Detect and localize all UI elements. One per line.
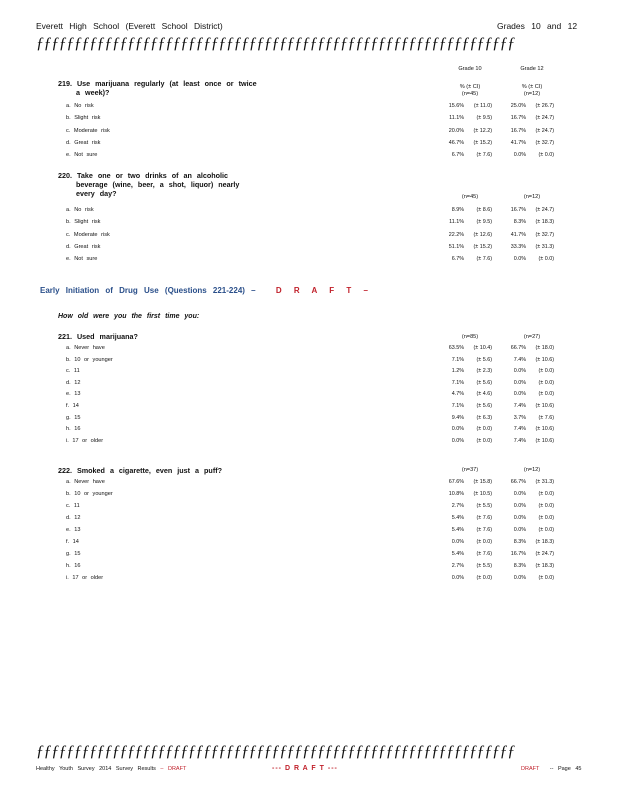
grade10-ci: (± 15.2) — [473, 243, 492, 250]
section-title — [40, 286, 371, 295]
grade10-percent: 22.2% — [448, 231, 464, 238]
option-label: e. Not sure — [66, 152, 98, 159]
grade10-percent: 15.6% — [448, 103, 464, 109]
n-label-12: (n=27) — [523, 334, 541, 340]
grade10-ci: (± 12.6) — [473, 231, 492, 238]
grade12-percent: 0.0% — [513, 368, 526, 375]
grade12-percent: 25.0% — [510, 103, 526, 109]
grade12-ci: (± 18.3) — [535, 219, 554, 226]
option-label: f. 14 — [66, 539, 79, 545]
grade12-ci: (± 0.0) — [538, 379, 554, 386]
grade12-ci: (± 0.0) — [538, 256, 554, 263]
grade12-percent: 0.0% — [513, 391, 526, 398]
grade12-ci: (± 0.0) — [538, 503, 554, 509]
grade10-percent: 0.0% — [451, 539, 464, 545]
grade10-percent: 46.7% — [448, 139, 464, 146]
grade12-ci: (± 10.6) — [535, 356, 554, 363]
option-label: h. 16 — [66, 426, 81, 433]
option-label: e. Not sure — [66, 256, 98, 263]
grade12-ci: (± 31.3) — [535, 479, 554, 485]
grade12-ci: (± 18.3) — [535, 539, 554, 545]
grade10-percent: 5.4% — [451, 551, 464, 557]
option-label: i. 17 or older — [66, 437, 104, 444]
option-label: c. Moderate risk — [66, 127, 110, 134]
grade10-percent: 10.8% — [448, 491, 464, 497]
grade12-ci: (± 18.0) — [535, 345, 554, 351]
grade12-ci: (± 24.7) — [535, 115, 554, 122]
option-label: d. 12 — [66, 515, 81, 521]
option-label: i. 17 or older — [66, 575, 104, 581]
grade10-ci: (± 7.6) — [476, 515, 492, 521]
grade10-ci: (± 8.6) — [476, 207, 492, 213]
grade10-percent: 11.1% — [449, 219, 464, 226]
grade10-percent: 4.7% — [451, 391, 464, 398]
option-label: d. 12 — [66, 379, 81, 386]
grade12-percent: 7.4% — [513, 356, 526, 363]
grade12-percent: 3.7% — [513, 414, 526, 421]
grade12-ci: (± 0.0) — [538, 152, 554, 159]
grade12-percent: 66.7% — [510, 345, 526, 351]
grade10-ci: (± 5.6) — [476, 379, 492, 386]
n-label-12: (n=12) — [523, 194, 541, 200]
grade12-ci: (± 31.3) — [535, 243, 554, 250]
option-label: h. 16 — [66, 563, 81, 569]
option-label: c. 11 — [66, 368, 80, 375]
grade12-ci: (± 32.7) — [535, 139, 554, 146]
grade10-ci: (± 9.5) — [476, 115, 492, 122]
grade12-percent: 41.7% — [510, 139, 526, 146]
grade10-ci: (± 5.5) — [476, 503, 492, 509]
grade10-ci: (± 6.3) — [476, 414, 492, 421]
section-title-text: Early Initiation of Drug Use (Questions 221-224) – — [40, 286, 256, 295]
option-label: e. 13 — [66, 527, 81, 533]
grade10-percent: 7.1% — [451, 379, 464, 386]
n-label-12: (n=12) — [523, 91, 541, 97]
grade10-ci: (± 5.6) — [476, 356, 492, 363]
option-label: c. Moderate risk — [66, 231, 110, 238]
report-header-school: Everett High School (Everett School District) — [36, 21, 223, 31]
option-label: b. Slight risk — [66, 219, 101, 226]
grade12-ci: (± 10.6) — [535, 437, 554, 444]
n-label-10: (n=45) — [461, 91, 479, 97]
grade12-ci: (± 24.7) — [535, 127, 554, 134]
header-rule: ƒƒƒƒƒƒƒƒƒƒƒƒƒƒƒƒƒƒƒƒƒƒƒƒƒƒƒƒƒƒƒƒƒƒƒƒƒƒƒƒƒƒƒƒƒƒƒƒƒƒƒƒƒƒƒƒƒƒƒƒƒƒƒ — [36, 35, 515, 52]
option-label: d. Great risk — [66, 243, 101, 250]
grade12-percent: 0.0% — [513, 515, 526, 521]
grade10-ci: (± 7.6) — [476, 551, 492, 557]
option-label: a. No risk — [66, 207, 94, 213]
grade10-percent: 0.0% — [451, 437, 464, 444]
option-label: a. Never have — [66, 345, 105, 351]
grade10-percent: 6.7% — [451, 256, 464, 263]
question-220-title-cont: beverage (wine, beer, a shot, liquor) nearly — [76, 180, 240, 189]
grade12-ci: (± 10.6) — [535, 403, 554, 409]
grade10-ci: (± 0.0) — [476, 437, 492, 444]
grade10-percent: 5.4% — [451, 527, 464, 533]
grade10-percent: 0.0% — [451, 575, 464, 581]
option-label: a. Never have — [66, 479, 105, 485]
grade12-percent: 16.7% — [510, 551, 526, 557]
grade12-percent: 8.3% — [513, 563, 526, 569]
grade10-percent: 8.9% — [451, 207, 464, 213]
grade10-ci: (± 5.6) — [476, 403, 492, 409]
grade12-ci: (± 0.0) — [538, 391, 554, 398]
grade10-percent: 6.7% — [451, 152, 464, 159]
grade10-percent: 11.1% — [449, 115, 464, 122]
grade12-percent: 8.3% — [513, 219, 526, 226]
grade12-ci: (± 24.7) — [535, 207, 554, 213]
footer-survey-name: Healthy Youth Survey 2014 Survey Results — [36, 766, 156, 772]
grade12-ci: (± 0.0) — [538, 491, 554, 497]
grade12-ci: (± 0.0) — [538, 368, 554, 375]
grade10-percent: 2.7% — [451, 563, 464, 569]
grade12-ci: (± 24.7) — [535, 551, 554, 557]
grade12-ci: (± 10.6) — [535, 426, 554, 433]
option-label: f. 14 — [66, 403, 79, 409]
grade12-ci: (± 0.0) — [538, 527, 554, 533]
option-label: g. 15 — [66, 551, 81, 557]
grade12-percent: 7.4% — [513, 426, 526, 433]
grade10-percent: 9.4% — [451, 414, 464, 421]
question-221-title: 221. Used marijuana? — [58, 332, 138, 341]
grade10-percent: 20.0% — [448, 127, 464, 134]
grade12-percent: 8.3% — [513, 539, 526, 545]
grade12-ci: (± 7.6) — [538, 414, 554, 421]
question-222-title: 222. Smoked a cigarette, even just a puff? — [58, 466, 222, 475]
grade10-ci: (± 15.8) — [473, 479, 492, 485]
option-label: d. Great risk — [66, 139, 101, 146]
grade10-ci: (± 5.5) — [476, 563, 492, 569]
option-label: b. 10 or younger — [66, 356, 113, 363]
grade10-ci: (± 9.5) — [476, 219, 492, 226]
grade12-percent: 0.0% — [513, 527, 526, 533]
grade10-percent: 2.7% — [451, 503, 464, 509]
grade12-percent: 0.0% — [513, 379, 526, 386]
grade12-percent: 16.7% — [510, 127, 526, 134]
option-label: b. Slight risk — [66, 115, 101, 122]
footer-center-draft: --- D R A F T --- — [272, 765, 338, 772]
grade10-percent: 0.0% — [451, 426, 464, 433]
grade12-percent: 0.0% — [513, 152, 526, 159]
section-subtitle: How old were you the first time you: — [58, 313, 200, 320]
grade12-percent: 16.7% — [510, 207, 526, 213]
option-label: c. 11 — [66, 503, 80, 509]
footer-right-draft: DRAFT — [521, 766, 540, 772]
grade12-percent: 0.0% — [513, 575, 526, 581]
grade10-ci: (± 10.4) — [473, 345, 492, 351]
grade10-ci: (± 7.6) — [476, 256, 492, 263]
question-219-title-cont: a week)? — [76, 88, 110, 97]
footer-left — [36, 766, 186, 772]
grade10-percent: 5.4% — [451, 515, 464, 521]
grade10-ci: (± 11.0) — [473, 103, 492, 109]
grade12-percent: 41.7% — [510, 231, 526, 238]
footer-left-draft: – DRAFT — [160, 766, 187, 772]
grade12-percent: 0.0% — [513, 256, 526, 263]
grade12-ci: (± 0.0) — [538, 575, 554, 581]
option-label: a. No risk — [66, 103, 94, 109]
page-number: -- Page 45 — [549, 766, 582, 772]
question-219-title: 219. Use marijuana regularly (at least once or twice — [58, 79, 257, 88]
grade10-ci: (± 0.0) — [476, 426, 492, 433]
grade10-percent: 67.6% — [448, 479, 464, 485]
pct-ci-label-10: % (± CI) — [459, 84, 481, 90]
grade12-ci: (± 32.7) — [535, 231, 554, 238]
column-header-grade12: Grade 12 — [520, 66, 544, 72]
grade10-ci: (± 0.0) — [476, 539, 492, 545]
option-label: b. 10 or younger — [66, 491, 113, 497]
option-label: g. 15 — [66, 414, 81, 421]
grade10-ci: (± 15.2) — [473, 139, 492, 146]
grade10-percent: 7.1% — [451, 403, 464, 409]
footer-rule: ƒƒƒƒƒƒƒƒƒƒƒƒƒƒƒƒƒƒƒƒƒƒƒƒƒƒƒƒƒƒƒƒƒƒƒƒƒƒƒƒƒƒƒƒƒƒƒƒƒƒƒƒƒƒƒƒƒƒƒƒƒƒƒ — [36, 743, 515, 760]
grade12-percent: 0.0% — [513, 503, 526, 509]
n-label-10: (n=45) — [461, 194, 479, 200]
option-label: e. 13 — [66, 391, 81, 398]
grade10-percent: 1.2% — [451, 368, 464, 375]
question-220-title: 220. Take one or two drinks of an alcoholic — [58, 171, 229, 180]
grade12-ci: (± 18.3) — [535, 563, 554, 569]
grade10-ci: (± 12.2) — [473, 127, 492, 134]
column-header-grade10: Grade 10 — [458, 66, 482, 72]
pct-ci-label-12: % (± CI) — [521, 84, 543, 90]
section-draft-mark: D R A F T – — [275, 286, 371, 295]
question-220-title-cont2: every day? — [76, 189, 117, 198]
n-label-12: (n=12) — [523, 467, 541, 473]
grade12-ci: (± 26.7) — [535, 103, 554, 109]
grade10-ci: (± 4.6) — [476, 391, 492, 398]
grade10-ci: (± 2.3) — [476, 368, 492, 375]
grade12-percent: 33.3% — [510, 243, 526, 250]
grade12-percent: 0.0% — [513, 491, 526, 497]
report-header-grades: Grades 10 and 12 — [497, 21, 578, 31]
n-label-10: (n=37) — [461, 467, 479, 473]
grade10-ci: (± 7.6) — [476, 152, 492, 159]
grade12-percent: 16.7% — [510, 115, 526, 122]
grade12-percent: 66.7% — [510, 479, 526, 485]
grade10-ci: (± 10.5) — [473, 491, 492, 497]
grade10-ci: (± 7.6) — [476, 527, 492, 533]
grade12-percent: 7.4% — [513, 403, 526, 409]
grade10-percent: 7.1% — [451, 356, 464, 363]
footer-right — [521, 766, 581, 772]
grade12-percent: 7.4% — [513, 437, 526, 444]
grade10-percent: 63.5% — [448, 345, 464, 351]
n-label-10: (n=85) — [461, 334, 479, 340]
grade10-percent: 51.1% — [448, 243, 464, 250]
grade12-ci: (± 0.0) — [538, 515, 554, 521]
grade10-ci: (± 0.0) — [476, 575, 492, 581]
